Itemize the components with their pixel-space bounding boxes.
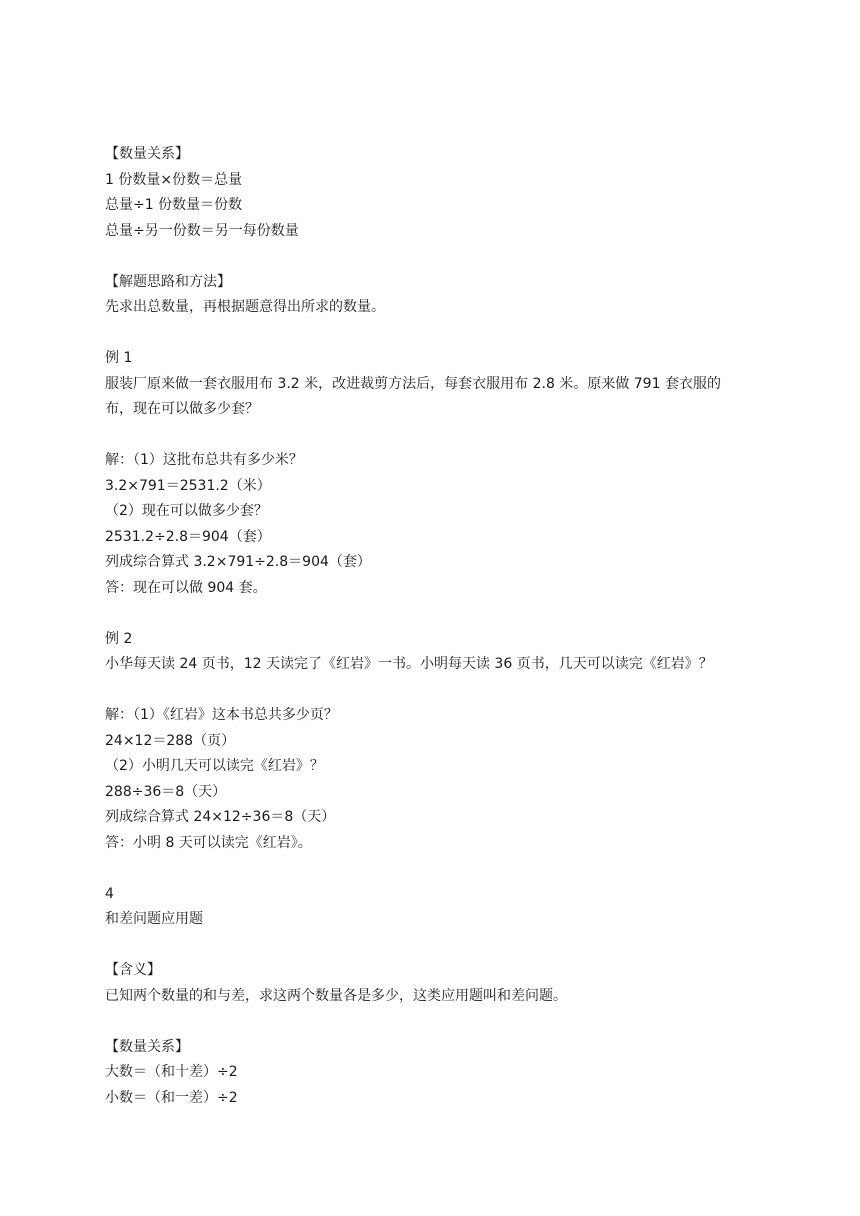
text-line: 例 1 <box>105 350 133 366</box>
blank-line <box>105 933 765 959</box>
text-line: 小数＝（和一差）÷2 <box>105 1089 238 1106</box>
text-line: 大数＝（和十差）÷2 <box>105 1064 238 1080</box>
text-line: 24×12＝288（页） <box>105 732 236 749</box>
text-line: 列成综合算式 24×12÷36＝8（天） <box>105 809 336 825</box>
blank-line <box>105 321 765 347</box>
text-line: 和差问题应用题 <box>105 911 203 927</box>
text-line: 总量÷另一份数＝另一每份数量 <box>105 222 299 239</box>
document-page <box>105 142 765 1111</box>
text-line: （2）现在可以做多少套？ <box>105 503 268 519</box>
text-line: 已知两个数量的和与差，求这两个数量各是多少，这类应用题叫和差问题。 <box>105 987 567 1004</box>
text-line: 先求出总数量，再根据题意得出所求的数量。 <box>105 299 385 315</box>
text-line: 解：（1）《红岩》这本书总共多少页？ <box>105 707 338 723</box>
text-line: 【数量关系】 <box>105 1038 189 1055</box>
blank-line <box>105 244 765 270</box>
text-line: 解：（1）这批布总共有多少米？ <box>105 452 303 468</box>
text-line: 1 份数量×份数＝总量 <box>105 171 243 188</box>
blank-line <box>105 1009 765 1035</box>
text-line: 答：小明 8 天可以读完《红岩》。 <box>105 834 312 851</box>
text-line: 3.2×791＝2531.2（米） <box>105 477 271 494</box>
text-line: 288÷36＝8（天） <box>105 783 227 800</box>
blank-line <box>105 423 765 449</box>
text-line: 服装厂原来做一套衣服用布 3.2 米，改进裁剪方法后，每套衣服用布 2.8 米。原来做 791 套衣服的 <box>105 375 721 392</box>
text-line: 总量÷1 份数量＝份数 <box>105 197 243 213</box>
text-line: 【含义】 <box>105 962 161 978</box>
blank-line <box>105 601 765 627</box>
blank-line <box>105 856 765 882</box>
text-line: 【数量关系】 <box>105 146 189 162</box>
text-line: （2）小明几天可以读完《红岩》？ <box>105 758 324 774</box>
text-line: 4 <box>105 885 114 902</box>
text-line: 例 2 <box>105 630 133 647</box>
blank-line <box>105 678 765 704</box>
text-line: 小华每天读 24 页书，12 天读完了《红岩》一书。小明每天读 36 页书，几天可以读完《红岩》？ <box>105 656 713 672</box>
text-line: 答：现在可以做 904 套。 <box>105 579 267 596</box>
text-line: 布，现在可以做多少套？ <box>105 401 259 417</box>
text-line: 列成综合算式 3.2×791÷2.8＝904（套） <box>105 554 371 570</box>
text-line: 2531.2÷2.8＝904（套） <box>105 528 271 545</box>
text-line: 【解题思路和方法】 <box>105 273 231 290</box>
